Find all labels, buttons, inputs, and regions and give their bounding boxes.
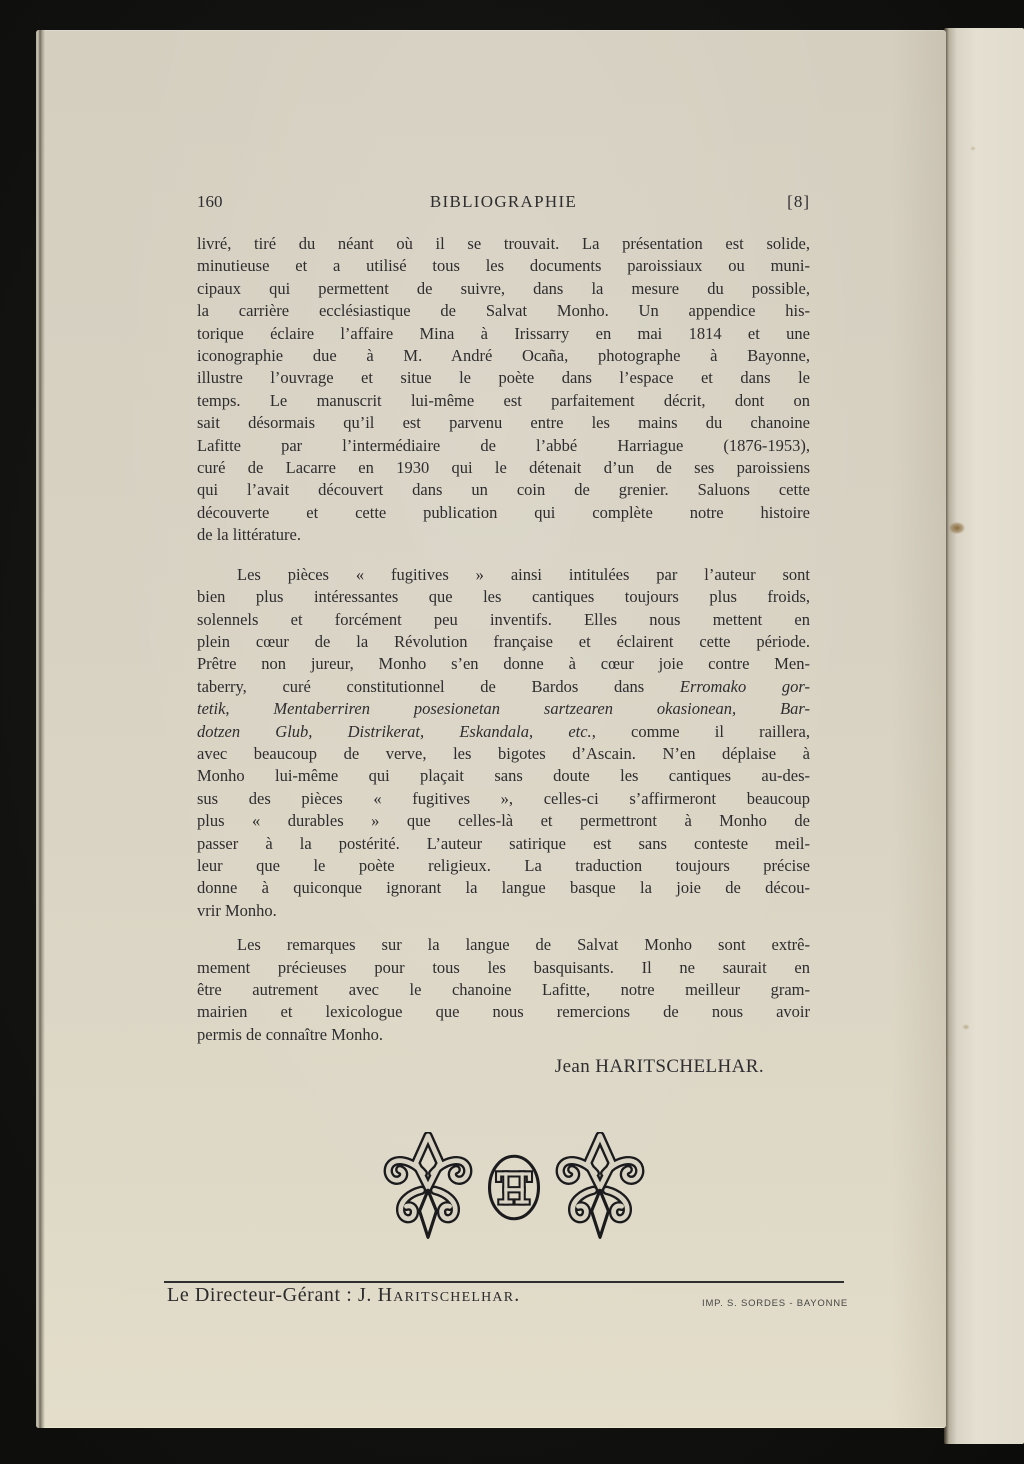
text-line: donne à quiconque ignorant la langue basque la joie de décou- [197, 878, 810, 898]
paragraph [197, 564, 810, 923]
text-line: cipaux qui permettent de suivre, dans la mesure du possible, [197, 278, 810, 298]
text-line: iconographie due à M. André Ocaña, photographe à Bayonne, [197, 346, 810, 366]
text-line: leur que le poète religieux. La traduction toujours précise [197, 855, 810, 875]
text-line: avec beaucoup de verve, les bigotes d’Ascain. N’en déplaise à [197, 743, 810, 763]
printer-monogram-icon [485, 1151, 543, 1224]
running-title: BIBLIOGRAPHIE [429, 192, 578, 211]
text-line: vrir Monho. [197, 900, 277, 920]
body-text [197, 233, 810, 1243]
text-line: curé de Lacarre en 1930 qui le détenait d’un de ses paroissiens [197, 458, 810, 478]
text-line: minutieuse et a utilisé tous les documents paroissiaux ou muni- [197, 256, 810, 276]
director-label: Le Directeur-Gérant : J. [167, 1284, 378, 1306]
text-line: mement précieuses pour tous les basquisants. Il ne saurait en [197, 957, 810, 977]
text-line: illustre l’ouvrage et situe le poète dans l’espace et dans le [197, 368, 810, 388]
text-line: Lafitte par l’intermédiaire de l’abbé Harriague (1876-1953), [197, 435, 810, 455]
footer-rule [164, 1281, 844, 1283]
text-line: plus « durables » que celles-là et permettront à Monho de [197, 811, 810, 831]
text-line: plein cœur de la Révolution française et éclairent cette période. [197, 631, 810, 651]
running-head [197, 192, 810, 216]
publication-footer [167, 1284, 520, 1307]
text-line: Les remarques sur la langue de Salvat Monho sont extrê- [237, 935, 810, 955]
text-line: de la littérature. [197, 525, 301, 545]
page-number: 160 [197, 192, 223, 211]
paper-stain [962, 1024, 970, 1030]
text-line: Prêtre non jureur, Monho s’en donne à cœur joie contre Men- [197, 654, 810, 674]
author-signature: Jean HARITSCHELHAR. [554, 1056, 764, 1078]
paper-stain [970, 146, 976, 151]
text-line: tetik, Mentaberriren posesionetan sartzearen okasionean, Bar- [197, 699, 810, 719]
fleur-de-lis-icon [553, 1132, 647, 1243]
paragraph [197, 233, 810, 547]
text-line: temps. Le manuscrit lui-même est parfaitement décrit, dont on [197, 390, 810, 410]
text-line: permis de connaître Monho. [197, 1024, 384, 1044]
text-line: Les pièces « fugitives » ainsi intitulées par l’auteur sont [237, 564, 810, 584]
text-line: Monho lui-même qui plaçait sans doute les cantiques au-des- [197, 766, 810, 786]
text-line: torique éclaire l’affaire Mina à Irissarry en mai 1814 et une [197, 323, 810, 343]
text-line: découverte et cette publication qui complète notre histoire [197, 502, 810, 522]
paragraphs-container [197, 233, 810, 1046]
text-line: livré, tiré du néant où il se trouvait. La présentation est solide, [197, 234, 810, 253]
paragraph [197, 934, 810, 1046]
text-line: passer à la postérité. L’auteur satirique est sans conteste meil- [197, 833, 810, 853]
text-line: bien plus intéressantes que les cantiques toujours plus froids, [197, 587, 810, 607]
text-line: être autrement avec le chanoine Lafitte, notre meilleur gram- [197, 980, 810, 999]
director-name: Haritschelhar. [377, 1284, 521, 1306]
printer-ornament [217, 1132, 810, 1243]
printer-imprint: IMP. S. SORDES - BAYONNE [702, 1298, 849, 1309]
facing-page-edge [944, 28, 1024, 1444]
text-line: dotzen Glub, Distrikerat, Eskandala, etc., comme il raillera, [197, 721, 810, 741]
text-line: taberry, curé constitutionnel de Bardos dans Erromako gor- [197, 676, 810, 696]
book-page [36, 30, 946, 1428]
text-line: solennels et forcément peu inventifs. Elles nous mettent en [197, 609, 810, 629]
text-line: mairien et lexicologue que nous remercions de nous avoir [197, 1002, 810, 1022]
paper-stain [949, 522, 965, 534]
text-line: la carrière ecclésiastique de Salvat Monho. Un appendice his- [197, 301, 810, 321]
column-reference: [8] [787, 192, 810, 211]
text-line: sait désormais qu’il est parvenu entre les mains du chanoine [197, 413, 810, 433]
text-line: sus des pièces « fugitives », celles-ci s’affirmeront beaucoup [197, 788, 810, 808]
text-line: qui l’avait découvert dans un coin de grenier. Saluons cette [197, 480, 810, 500]
fleur-de-lis-icon [381, 1132, 475, 1243]
